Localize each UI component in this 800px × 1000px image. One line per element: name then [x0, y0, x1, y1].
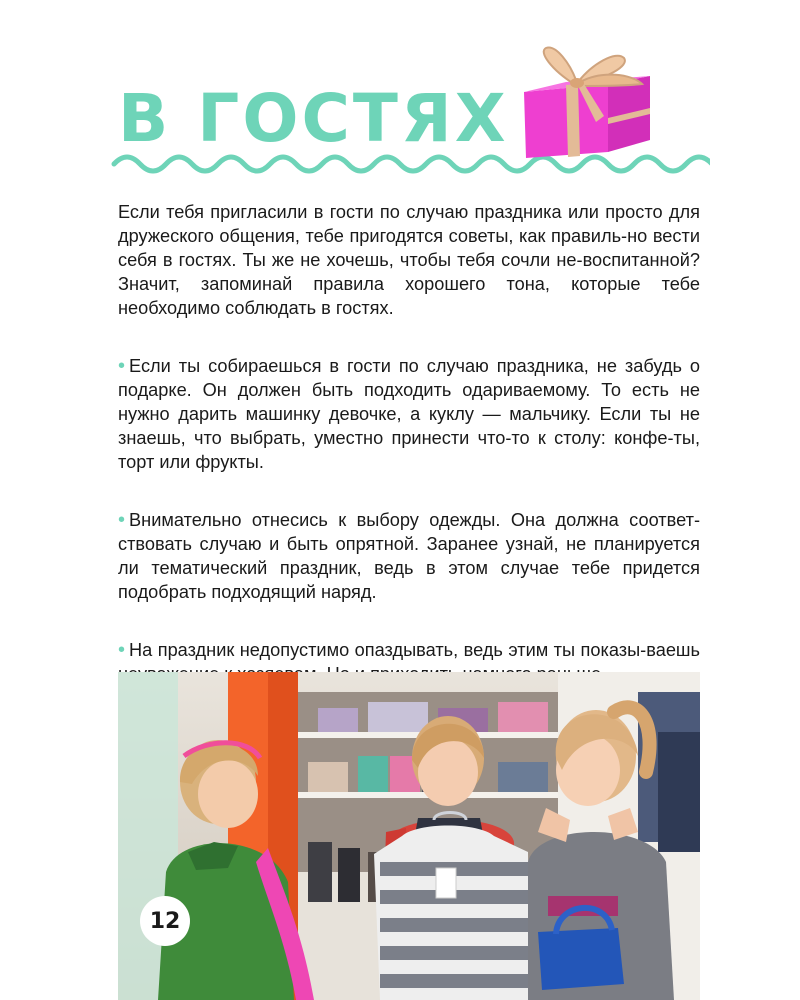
page-number-badge: 12 [140, 896, 190, 946]
bullet-text: Если ты собираешься в гости по случаю праздника, не забудь о подарке. Он должен быть подходить одариваемому. То есть не нужно дарить машинку девочке, а куклу — мальчику. Если ты не знаешь, что выбрать, уместно принести что-то к столу: конфе-ты, торт или фрукты. [118, 356, 700, 472]
list-item [118, 354, 700, 474]
gift-icon [512, 40, 662, 165]
bullet-icon: • [118, 639, 126, 661]
bullet-text: На праздник недопустимо опаздывать, ведь этим ты показы-ваешь [129, 640, 700, 660]
list-item [118, 508, 700, 604]
intro-paragraph: Если тебя пригласили в гости по случаю праздника или просто для дружеского общения, тебе пригодятся советы, как правиль-но вести себя в гостях. Ты же не хочешь, чтобы тебя сочли не-воспитанной? Значит, запоминай правила хорошего тона, которые тебе необходимо соблюдать в гостях. [118, 202, 700, 318]
page-title: В ГОСТЯХ [118, 80, 509, 157]
bullet-icon: • [118, 509, 126, 531]
bullet-icon: • [118, 355, 126, 377]
bullet-text: Внимательно отнесись к выбору одежды. Она должна соответ-ствовать случаю и быть опрятной. Заранее узнай, не планируется ли тематический праздник, ведь в этом случае тебе придется подобрать подходящий наряд. [118, 510, 700, 602]
article-body [118, 200, 700, 720]
girls-shopping-photo [118, 672, 700, 1000]
